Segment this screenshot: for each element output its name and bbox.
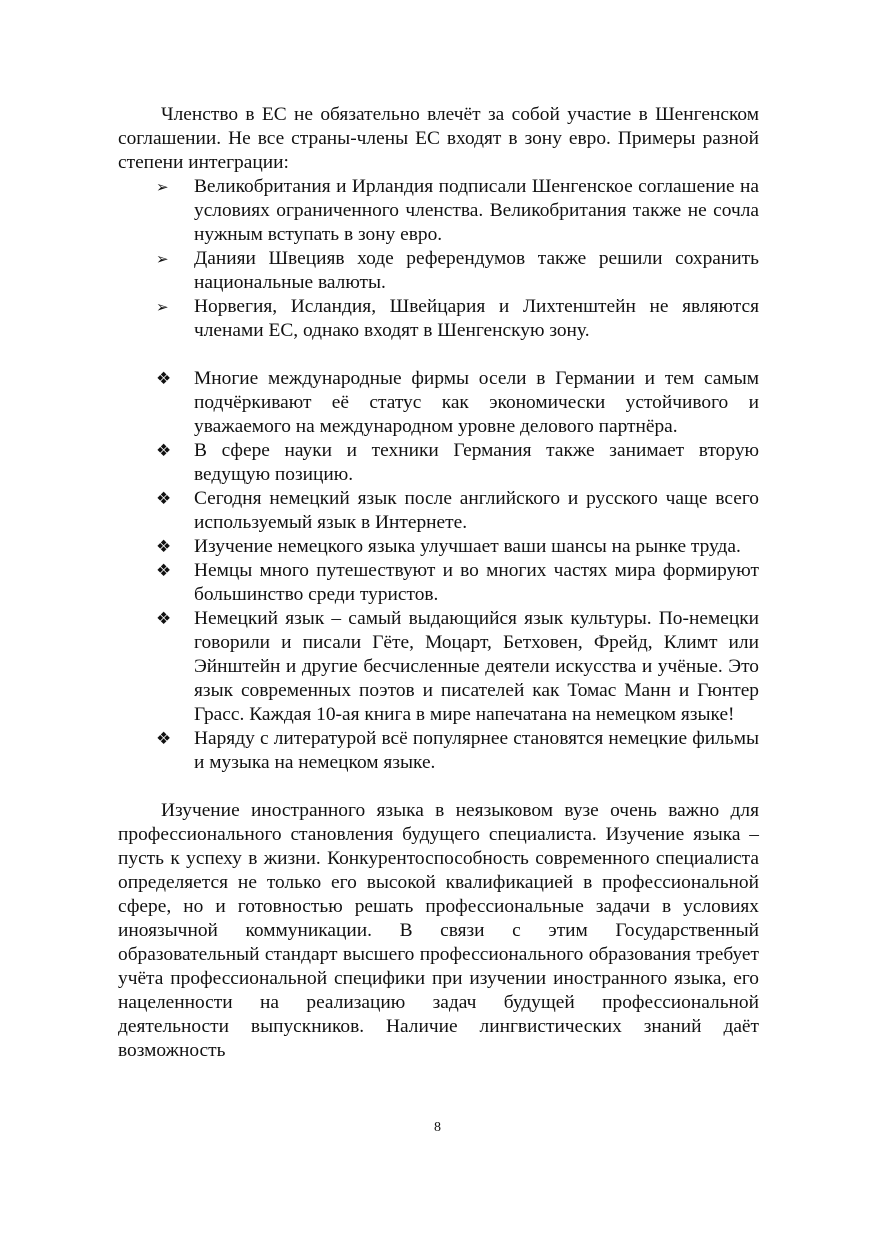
list-item — [118, 247, 759, 295]
list-item-text: Данияи Швецияв ходе референдумов также решили сохранить национальные валюты. — [194, 248, 759, 293]
list-item — [118, 535, 759, 559]
list-item — [118, 175, 759, 247]
list-item — [118, 439, 759, 487]
list-item-text: Изучение немецкого языка улучшает ваши шансы на рынке труда. — [194, 536, 741, 557]
diamond-bullet-icon: ❖ — [156, 729, 172, 749]
spacer — [118, 343, 759, 367]
diamond-bullet-icon: ❖ — [156, 561, 172, 581]
diamond-bullet-icon: ❖ — [156, 609, 172, 629]
list-item-text: Норвегия, Исландия, Швейцария и Лихтенштейн не являются членами ЕС, однако входят в Шенгенскую зону. — [194, 296, 759, 341]
list-item-text: Великобритания и Ирландия подписали Шенгенское соглашение на условиях ограниченного членства. Великобритания также не сочла нужным вступать в зону евро. — [194, 176, 759, 245]
list-item — [118, 727, 759, 775]
diamond-bullet-icon: ❖ — [156, 441, 172, 461]
arrow-bullet-icon: ➢ — [156, 250, 169, 268]
arrow-bullet-icon: ➢ — [156, 298, 169, 316]
diamond-bullet-icon: ❖ — [156, 489, 172, 509]
list-item-text: Сегодня немецкий язык после английского и русского чаще всего используемый язык в Интернете. — [194, 488, 759, 533]
diamond-bullet-icon: ❖ — [156, 537, 172, 557]
final-paragraph: Изучение иностранного языка в неязыковом вузе очень важно для профессионального становления будущего специалиста. Изучение языка – пусть к успеху в жизни. Конкурентоспособность современного специалиста определяется не только его высокой квалификацией в профессиональной сфере, но и готовностью решать профессиональные задачи в условиях иноязычной коммуникации. В связи с этим Государственный образовательный стандарт высшего профессионального образования требует учёта профессиональной специфики при изучении иностранного языка, его нацеленности на реализацию задач будущей профессиональной деятельности выпускников. Наличие лингвистических знаний даёт возможность — [118, 800, 759, 1061]
list-item — [118, 295, 759, 343]
list-item-text: В сфере науки и техники Германия также занимает вторую ведущую позицию. — [194, 440, 759, 485]
list-item — [118, 487, 759, 535]
arrow-bullet-icon: ➢ — [156, 178, 169, 196]
intro-paragraph: Членство в ЕС не обязательно влечёт за собой участие в Шенгенском соглашении. Не все страны-члены ЕС входят в зону евро. Примеры разной степени интеграции: — [118, 104, 759, 173]
list-item — [118, 607, 759, 727]
spacer — [118, 775, 759, 799]
integration-examples-list — [118, 175, 759, 343]
page-content — [118, 103, 759, 1063]
list-item — [118, 367, 759, 439]
diamond-bullet-icon: ❖ — [156, 369, 172, 389]
list-item — [118, 559, 759, 607]
list-item-text: Наряду с литературой всё популярнее становятся немецкие фильмы и музыка на немецком языке. — [194, 728, 759, 773]
german-language-reasons-list — [118, 367, 759, 775]
list-item-text: Многие международные фирмы осели в Германии и тем самым подчёркивают её статус как экономически устойчивого и уважаемого на международном уровне делового партнёра. — [194, 368, 759, 437]
page-number: 8 — [434, 1120, 441, 1135]
list-item-text: Немцы много путешествуют и во многих частях мира формируют большинство среди туристов. — [194, 560, 759, 605]
list-item-text: Немецкий язык – самый выдающийся язык культуры. По-немецки говорили и писали Гёте, Моцарт, Бетховен, Фрейд, Климт или Эйнштейн и другие бесчисленные деятели искусства и учёные. Это язык современных поэтов и писателей как Томас Манн и Гюнтер Грасс. Каждая 10-ая книга в мире напечатана на немецком языке! — [194, 608, 759, 725]
